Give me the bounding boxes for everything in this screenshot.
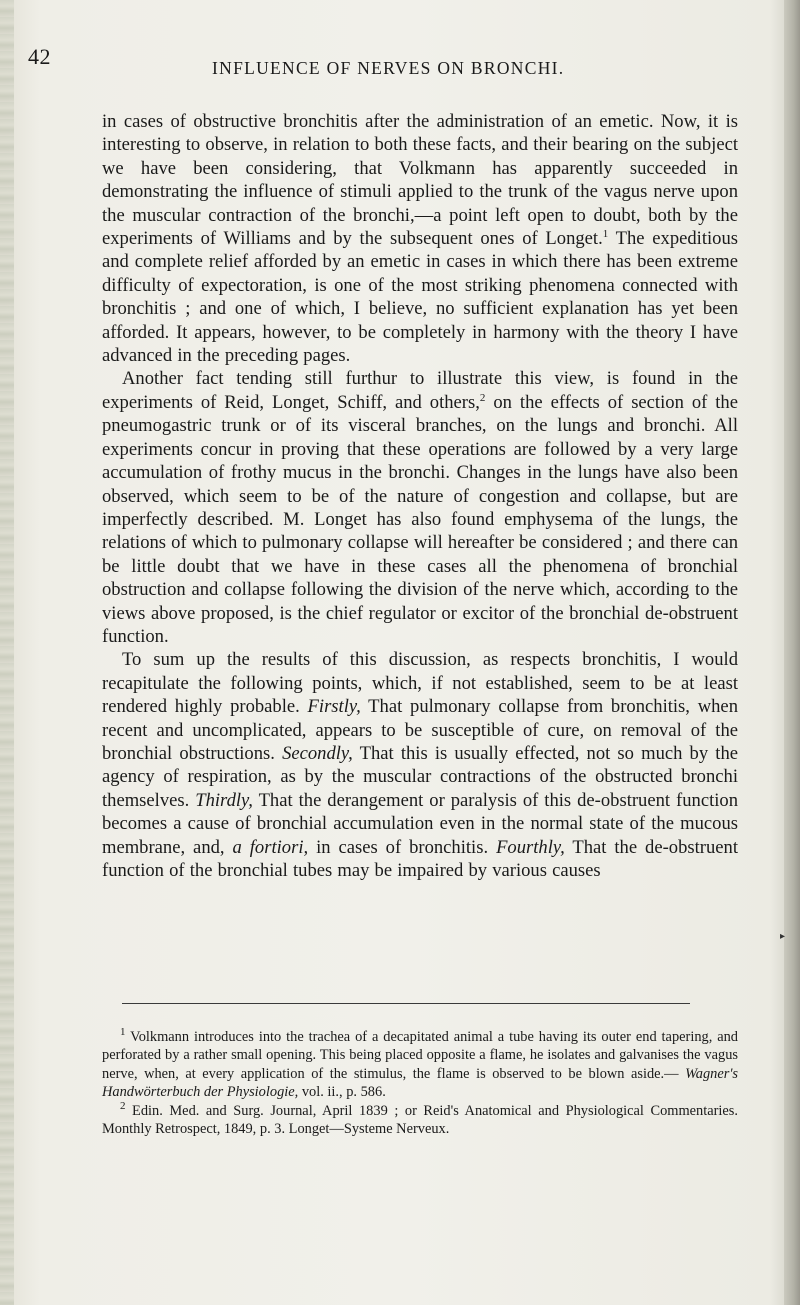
paragraph-3-sentence: That the de-obstruent function of the bronchial tubes may be impaired by various causes	[102, 836, 738, 881]
paragraph-3-sentence: That pulmonary collapse from bronchitis, when recent and uncomplicated, appears to be susceptible of cure, on removal of the bronchial obstructions.	[102, 696, 738, 764]
footnote-ref-1: 1	[602, 227, 609, 240]
thirdly-term: Thirdly,	[195, 789, 253, 811]
footnote-1	[102, 1028, 738, 1102]
page-left-edge	[0, 0, 14, 1305]
fourthly-term: Fourthly,	[496, 836, 565, 858]
firstly-term: Firstly,	[307, 696, 361, 718]
footnote-1-number: 1	[120, 1026, 126, 1039]
footnote-1-source: Wagner's Handwörterbuch der Physiologie,	[102, 1065, 738, 1101]
footnote-divider	[122, 1003, 690, 1004]
secondly-term: Secondly,	[282, 742, 353, 764]
footnote-1-text: Volkmann introduces into the trachea of a decapitated animal a tube having its outer end tapering, and perforated by a rather small opening. This being placed opposite a flame, he isolates and galvanises the vagus nerve, when, at every application of the stimulus, the flame is observed to be blown aside.—	[102, 1029, 738, 1082]
paragraph-3-sentence: That this is usually effected, not so much by the agency of respiration, as by the muscular contractions of the obstructed bronchi themselves.	[102, 742, 739, 811]
footnote-2-text: Edin. Med. and Surg. Journal, April 1839 ; or Reid's Anatomical and Physiological Commentaries. Monthly Retrospect, 1849, p. 3. Longet—Systeme Nerveux.	[102, 1102, 738, 1138]
running-head: INFLUENCE OF NERVES ON BRONCHI.	[212, 58, 565, 78]
paragraph-3-sentence: in cases of bronchitis.	[308, 836, 497, 858]
paragraph-2	[102, 367, 738, 648]
paragraph-2-text-cont: on the effects of section of the pneumogastric trunk or of its visceral branches, on the lungs and bronchi. All experiments concur in proving that these operations are followed by a very large accumulation of frothy mucus in the bronchi. Changes in the lungs have also been observed, which seem to be of the nature of congestion and collapse, but are imperfectly described. M. Longet has also found emphysema of the lungs, the relations of which to pulmonary collapse will hereafter be considered ; and there can be little doubt that we have in these cases all the phenomena of bronchial obstruction and collapse following the division of the nerve which, according to the views above proposed, is the chief regulator or excitor of the bronchial de-obstruent function.	[102, 391, 738, 647]
paragraph-3	[102, 648, 738, 882]
body-text	[102, 110, 738, 882]
paragraph-3-sentence: That the derangement or paralysis of this de-obstruent function becomes a cause of bronchial accumulation even in the normal state of the mucous membrane, and,	[102, 789, 738, 858]
paragraph-3-sentence: To sum up the results of this discussion, as respects bronchitis, I would recapitulate the following points, which, if not established, seem to be at least rendered highly probable.	[102, 649, 738, 718]
page-right-edge	[784, 0, 800, 1305]
footnotes	[102, 1028, 738, 1138]
footnote-2-number: 2	[120, 1099, 126, 1112]
page-number: 42	[28, 44, 51, 69]
margin-marker-icon: ▸	[780, 931, 786, 942]
paragraph-1-text: in cases of obstructive bronchitis after the administration of an emetic. Now, it is interesting to observe, in relation to both these facts, and their bearing on the subject we have been considering, that Volkmann has apparently succeeded in demonstrating the influence of stimuli applied to the trunk of the vagus nerve upon the muscular contraction of the bronchi,—a point left open to doubt, both by the experiments of Williams and by the subsequent ones of Longet.	[102, 111, 738, 250]
footnote-2	[102, 1099, 738, 1139]
paragraph-2-text: Another fact tending still furthur to illustrate this view, is found in the experiments of Reid, Longet, Schiff, and others,	[102, 368, 738, 413]
paragraph-1	[102, 110, 738, 367]
paragraph-1-text-cont: The expeditious and complete relief afforded by an emetic in cases in which there has been extreme difficulty of expectoration, is one of the most striking phenomena connected with bronchitis ; and one of which, I believe, no sufficient explanation has yet been afforded. It appears, however, to be completely in harmony with the theory I have advanced in the preceding pages.	[102, 228, 738, 367]
footnote-1-source-rest: vol. ii., p. 586.	[298, 1084, 386, 1101]
a-fortiori-term: a fortiori,	[232, 836, 309, 858]
footnote-ref-2: 2	[479, 391, 486, 404]
